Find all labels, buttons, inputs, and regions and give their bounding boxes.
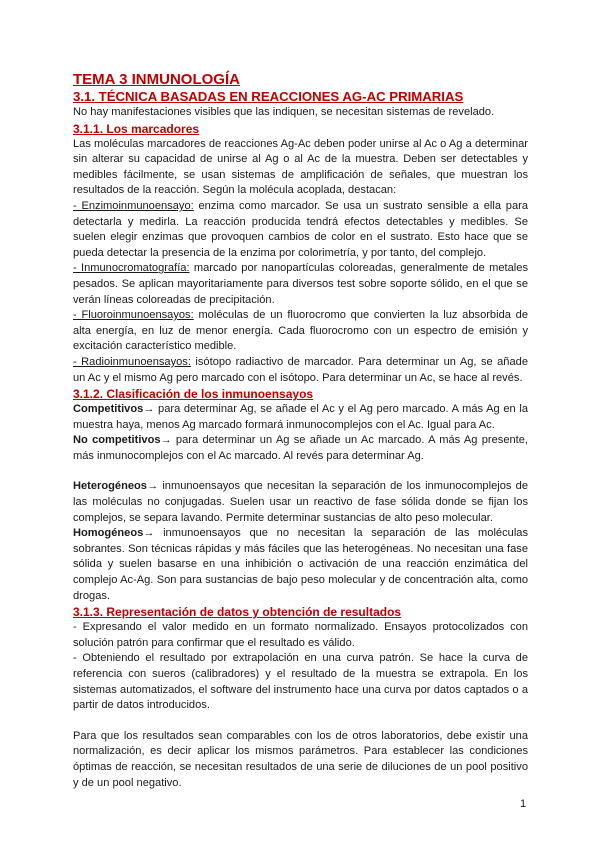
marker-term: - Enzimoinmunoensayo: bbox=[73, 199, 194, 212]
assay-item bbox=[73, 433, 528, 464]
results-item: - Obteniendo el resultado por extrapolación en una curva patrón. Se hace la curva de referencia con sueros (calibradores) y el resultado de la muestra se extrapola. En los sistemas automatizados, el software del instrumento hace una curva por datos captados o a partir de datos introducidos. bbox=[73, 652, 528, 712]
marker-text: moléculas de un fluorocromo que convierten la luz absorbida de alta energía, en luz de menor energía. Cada fluorocromo con un espectro de emisión y excitación característico medible. bbox=[73, 309, 528, 353]
document-page bbox=[73, 70, 528, 791]
marker-text: enzima como marcador. Se usa un sustrato sensible a ella para detectarla y medirla. La reacción producida tendrá efectos detectables y medibles. Se suelen elegir enzimas que provoquen cambios de color en el sustrato. Esto hace que se pueda detectar la presencia de la enzima por colorimetría, y por tanto, del complejo. bbox=[73, 199, 528, 259]
section-3-1-2-heading: 3.1.2. Clasificación de los inmunoensayos bbox=[73, 387, 314, 402]
section-3-1-1-heading: 3.1.1. Los marcadores bbox=[73, 121, 200, 136]
marker-item bbox=[73, 261, 528, 308]
assay-item bbox=[73, 526, 528, 604]
section-3-1-3-heading: 3.1.3. Representación de datos y obtención de resultados bbox=[73, 605, 402, 620]
section-3-1-intro: No hay manifestaciones visibles que las indiquen, se necesitan sistemas de revelado. bbox=[73, 106, 495, 118]
spacer bbox=[73, 714, 528, 729]
doc-title: TEMA 3 INMUNOLOGÍA bbox=[73, 71, 240, 88]
assay-text: → inmunoensayos que no necesitan la separación de las moléculas sobrantes. Son técnicas rápidas y más fáciles que las heterogéneas. No necesitan una fase sólida y suelen basarse en una inhibición o activación de una reacción enzimática del complejo Ac-Ag. Son para sustancias de bajo peso molecular y de concentración alta, como drogas. bbox=[73, 527, 528, 602]
section-3-1-heading: 3.1. TÉCNICA BASADAS EN REACCIONES AG-AC PRIMARIAS bbox=[73, 89, 464, 104]
marker-term: - Inmunocromatografía: bbox=[73, 262, 190, 275]
assay-term: Homogéneos bbox=[73, 527, 144, 540]
marker-item bbox=[73, 308, 528, 355]
marker-text: isótopo radiactivo de marcador. Para determinar un Ag, se añade un Ac y el mismo Ag pero marcado con el isótopo. Para determinar un Ac, se hace al revés. bbox=[73, 355, 528, 384]
assay-text: → para determinar un Ag se añade un Ac marcado. A más Ag presente, más inmunocomplejos con el Ac marcado. Al revés para determinar Ag. bbox=[73, 434, 529, 462]
page-number: 1 bbox=[520, 798, 527, 810]
marker-term: - Fluoroinmunoensayos: bbox=[73, 309, 194, 322]
assay-term: Competitivos bbox=[73, 403, 144, 416]
marker-text: marcado por nanopartículas coloreadas, generalmente de metales pesados. Se aplican mayoritariamente para diversos test sobre soporte sólido, en el que se verán líneas coloreadas de precipitación. bbox=[73, 262, 528, 306]
marker-item bbox=[73, 355, 528, 386]
marker-term: - Radioinmunoensayos: bbox=[73, 355, 191, 368]
assay-text: → para determinar Ag, se añade el Ac y el Ag pero marcado. A más Ag en la muestra haya, menos Ag marcado formará inmunocomplejos con el Ac. Igual para Ac. bbox=[73, 403, 528, 431]
assay-term: No competitivos bbox=[73, 434, 161, 447]
spacer bbox=[73, 464, 528, 479]
marker-item bbox=[73, 199, 528, 261]
assay-item bbox=[73, 479, 528, 526]
section-3-1-1-intro: Las moléculas marcadores de reacciones Ag-Ac deben poder unirse al Ac o Ag a determinar sin alterar su capacidad de unirse al Ag o al Ac de la muestra. Deben ser detectables y medibles fácilmente, se usan sistemas de amplificación de señales, que muestran los resultados de la reacción. Según la molécula acoplada, destacan: bbox=[73, 137, 528, 197]
results-closing: Para que los resultados sean comparables con los de otros laboratorios, debe existir una normalización, es decir aplicar los mismos parámetros. Para establecer las condiciones óptimas de reacción, se necesitan resultados de una serie de diluciones de un pool positivo y de un pool negativo. bbox=[73, 729, 528, 789]
assay-term: Heterogéneos bbox=[73, 480, 147, 493]
results-item: - Expresando el valor medido en un formato normalizado. Ensayos protocolizados con solución patrón para confirmar que el resultado es válido. bbox=[73, 621, 528, 649]
assay-text: → inmunoensayos que necesitan la separación de los inmunocomplejos de las moléculas no conjugadas. Suelen usar un reactivo de fase sólida donde se fijan los complejos, se separa lavando. Permite determinar sustancias de alto peso molecular. bbox=[73, 480, 528, 524]
assay-item bbox=[73, 402, 528, 433]
